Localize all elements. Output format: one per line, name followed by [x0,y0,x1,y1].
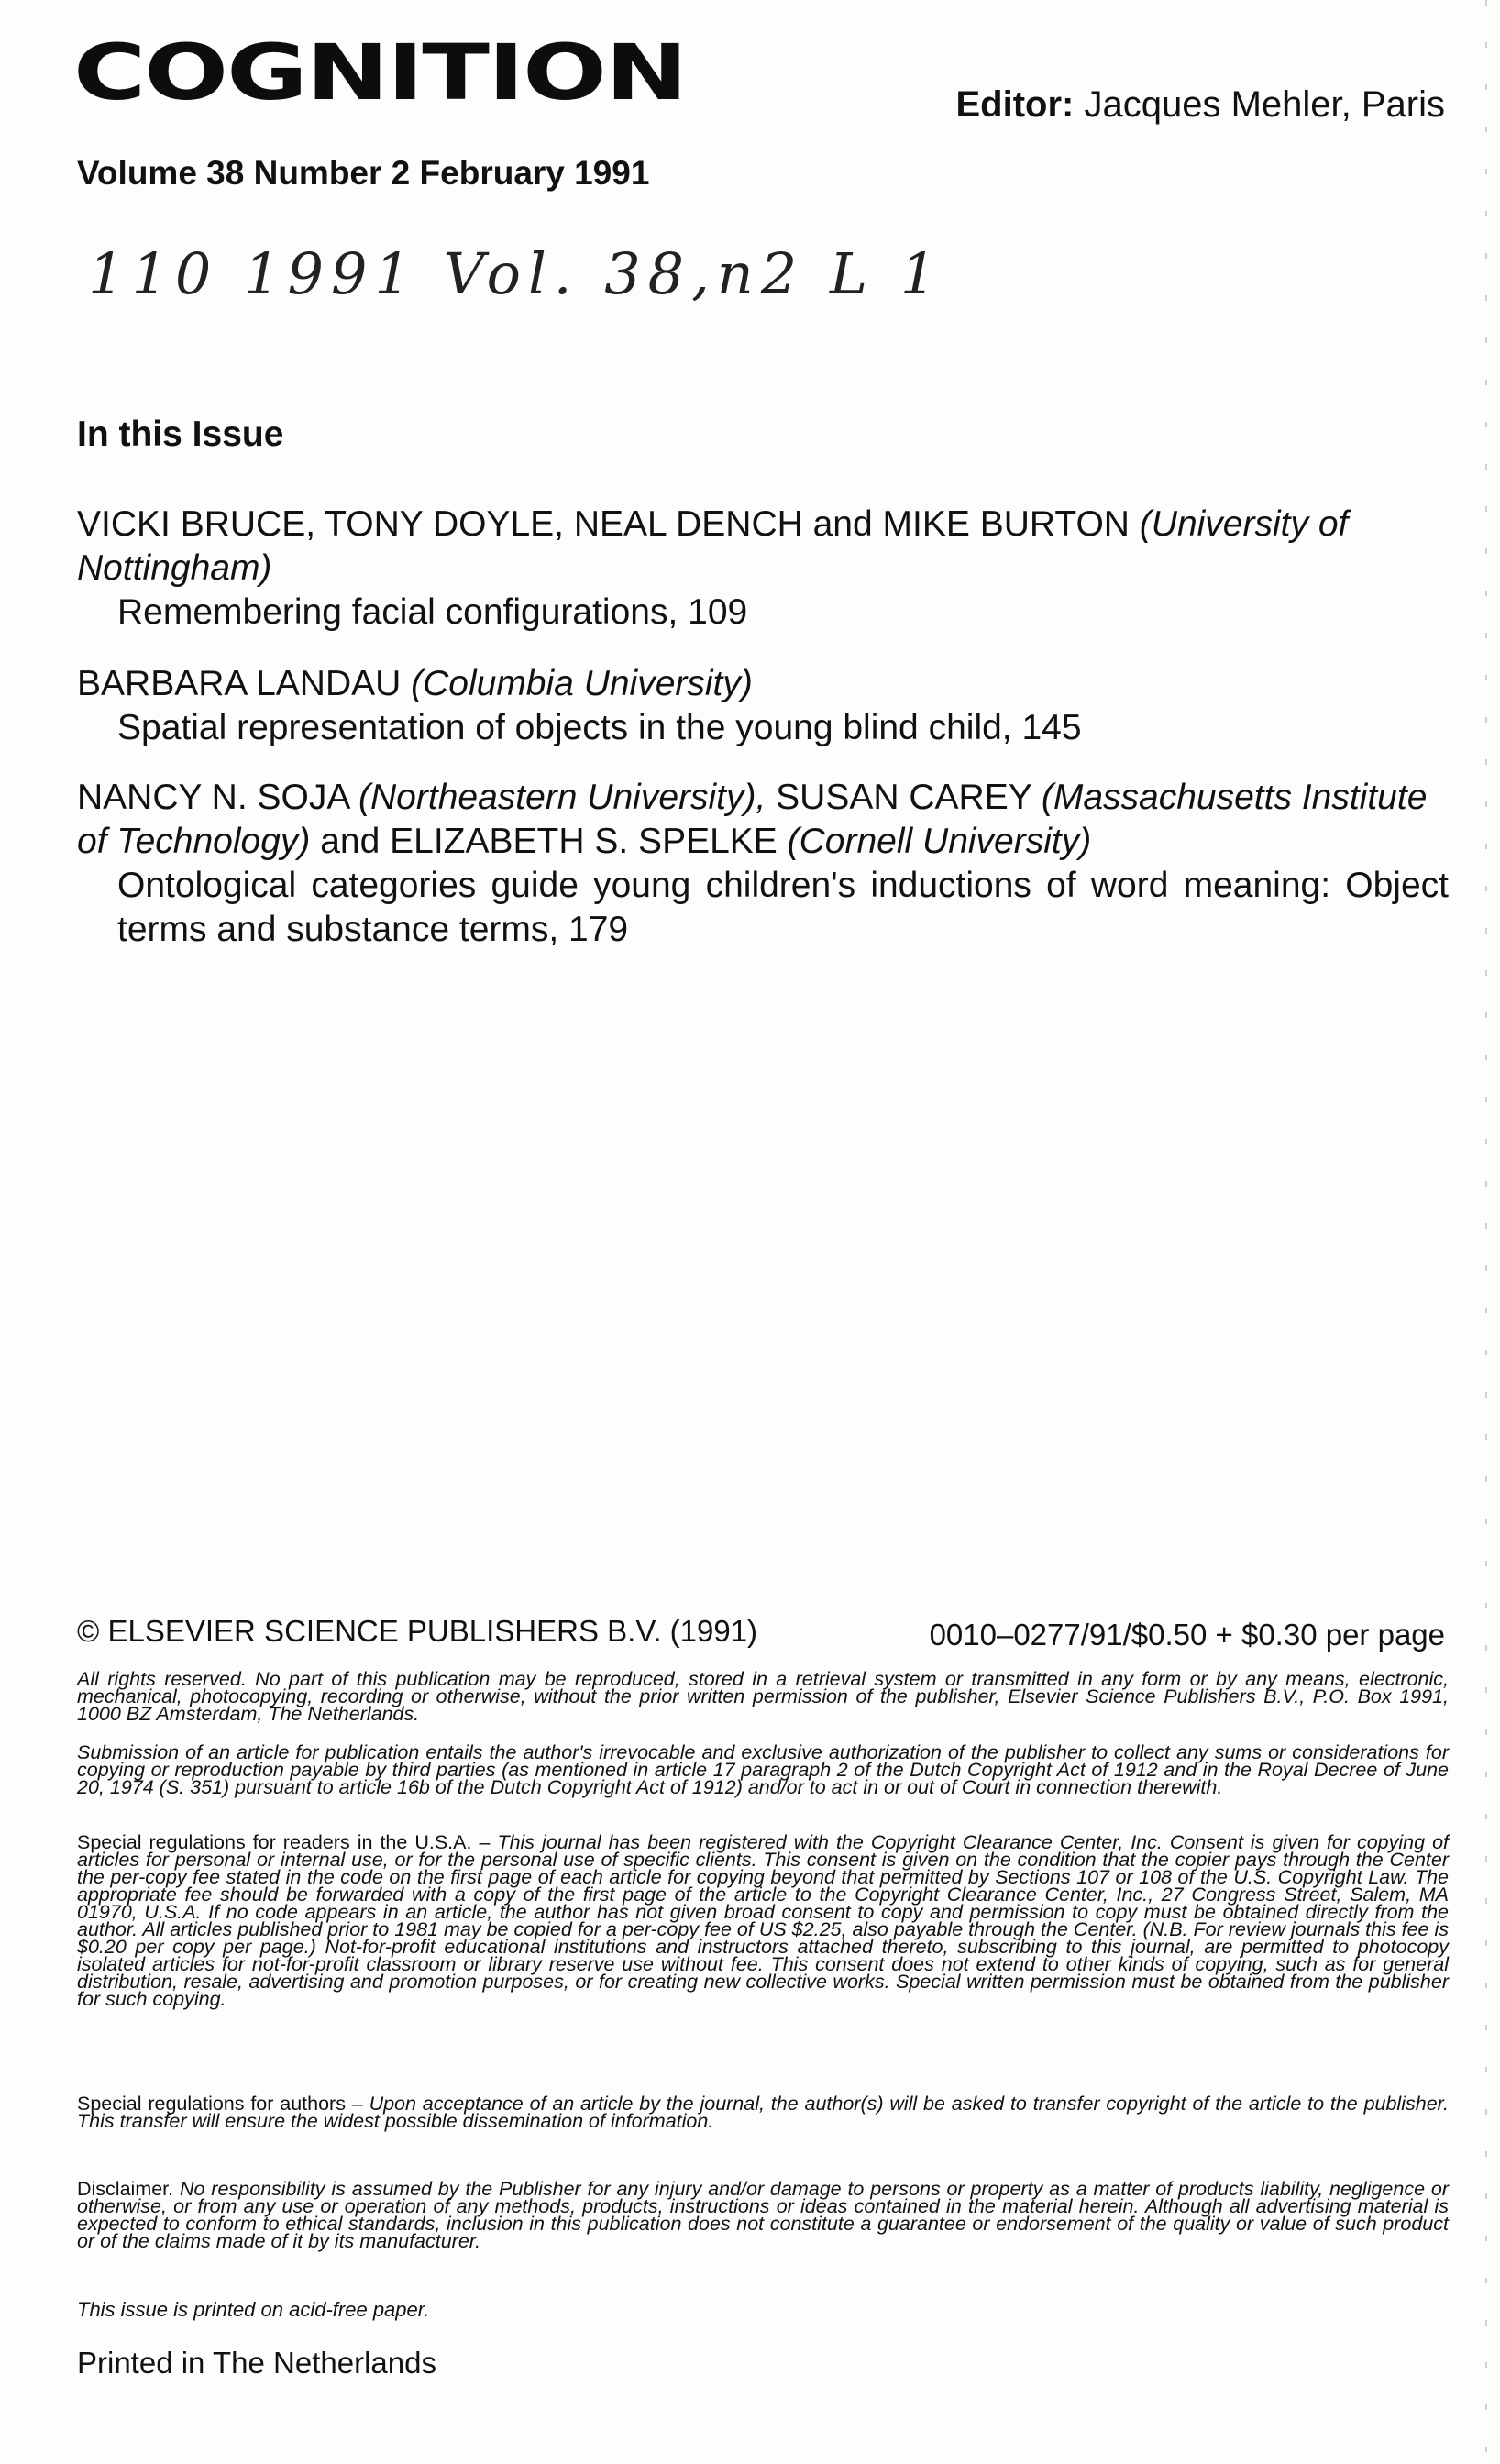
contents-entry [77,503,1449,635]
usa-regulations [77,1831,1449,2010]
entry-authors [77,504,1348,588]
disclaimer-text: No responsibility is assumed by the Publisher for any injury and/or damage to persons or property as a matter of products liability, negligence or otherwise, or from any use or operation of any methods, products, instructions or ideas contained in the material herein. Although all advertising material is expected to conform to ethical standards, inclusion in this publication does not constitute a guarantee or endorsement of the quality or value of such product or of the claims made of it by its manufacturer. [77,2178,1449,2252]
copyright-line: © ELSEVIER SCIENCE PUBLISHERS B.V. (1991) [77,1614,758,1648]
handwritten-note: 110 1991 Vol. 38,n2 L 1 [88,240,944,307]
issn-price: 0010–0277/91/$0.50 + $0.30 per page [929,1618,1445,1652]
affiliation: (Cornell University) [787,822,1092,861]
disclaimer [77,2178,1449,2252]
author-names: NANCY N. SOJA [77,778,359,817]
affiliation: (Massachusetts Institute of Technology) [77,778,1428,861]
printed-in: Printed in The Netherlands [77,2346,436,2380]
acid-free-note: This issue is printed on acid-free paper. [77,2298,430,2321]
contents-entry [77,662,1449,750]
affiliation: (Northeastern University), [358,778,767,817]
rights-paragraph: All rights reserved. No part of this publication may be reproduced, stored in a retrieval system or transmitted in any form or by any means, electronic, mechanical, photocopying, recording or otherwise, without the prior written permission of the publisher, Elsevier Science Publishers B.V., P.O. Box 1991, 1000 BZ Amsterdam, The Netherlands. [77,1668,1449,1725]
submission-paragraph: Submission of an article for publication entails the author's irrevocable and exclusive authorization of the publisher to collect any sums or considerations for copying or reproduction payable by third parties (as mentioned in article 17 paragraph 2 of the Dutch Copyright Act of 1912 and in the Royal Decree of June 20, 1974 (S. 351) pursuant to article 16b of the Dutch Copyright Act of 1912) and/or to act in or out of Court in connection therewith. [77,1741,1449,1798]
entry-title: Ontological categories guide young children's inductions of word meaning: Object terms and substance terms, 179 [117,866,1449,949]
usa-regulations-text: This journal has been registered with the Copyright Clearance Center, Inc. Consent is given for copying of articles for personal or internal use, or for the personal use of specific clients. This consent is given on the condition that the copier pays through the Center the per-copy fee stated in the code on the first page of each article for copying beyond that permitted by Sections 107 or 108 of the U.S. Copyright Law. The appropriate fee should be forwarded with a copy of the first page of the article to the Copyright Clearance Center, Inc., 27 Congress Street, Salem, MA 01970, U.S.A. If no code appears in an article, the author has not given broad consent to copy and permission to copy must be obtained directly from the author. All articles published prior to 1981 may be copied for a per-copy fee of US $2.25, also payable through the Center. (N.B. For review journals this fee is $0.20 per copy per page.) Not-for-profit educational institutions and instructors attached thereto, subscribing to this journal, are permitted to photocopy isolated articles for not-for-profit classroom or library reserve use without fee. This consent does not extend to other kinds of copying, such as for general distribution, resale, advertising and promotion purposes, or for creating new collective works. Special written permission must be obtained from the publisher for such copying. [77,1831,1449,2010]
author-names: and ELIZABETH S. SPELKE [310,822,788,861]
journal-logo: COGNITION [73,28,687,118]
volume-line: Volume 38 Number 2 February 1991 [77,154,650,192]
editor-label: Editor: [955,84,1075,125]
contents-entry [77,776,1449,952]
affiliation: (University of Nottingham) [77,504,1349,588]
scan-edge-decoration [1480,0,1493,2464]
editor-line [955,84,1445,126]
usa-regulations-label: Special regulations for readers in the U.S.A. – [77,1831,498,1853]
author-names: SUSAN CAREY [766,778,1042,817]
affiliation: (Columbia University) [411,664,753,703]
entry-authors [77,664,753,703]
author-names: BARBARA LANDAU [77,664,412,703]
author-regulations-label: Special regulations for authors – [77,2093,369,2115]
entry-title: Spatial representation of objects in the young blind child, 145 [117,708,1082,747]
entry-title: Remembering facial configurations, 109 [117,592,748,632]
editor-value: Jacques Mehler, Paris [1084,84,1445,125]
disclaimer-label: Disclaimer. [77,2178,180,2200]
author-regulations [77,2095,1449,2130]
issue-heading: In this Issue [77,414,284,454]
entry-authors [77,778,1427,861]
author-names: VICKI BRUCE, TONY DOYLE, NEAL DENCH and MIKE BURTON [77,504,1140,544]
author-regulations-text: Upon acceptance of an article by the journal, the author(s) will be asked to transfer copyright of the article to the publisher. This transfer will ensure the widest possible dissemination of information. [77,2093,1449,2132]
